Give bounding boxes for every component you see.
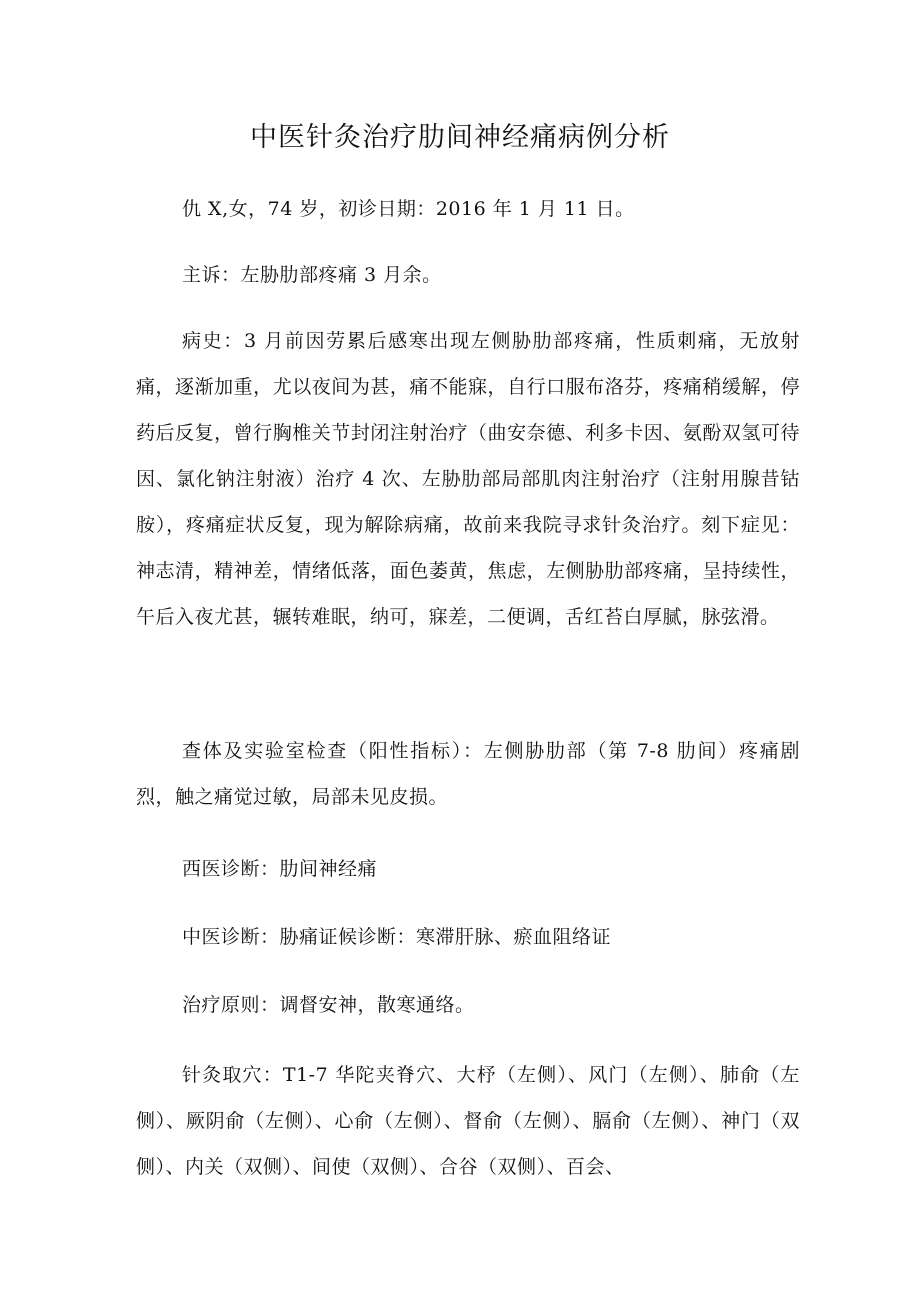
acupoints-paragraph: 针灸取穴：T1-7 华陀夹脊穴、大杼（左侧）、风门（左侧）、肺俞（左侧）、厥阴俞（左侧）、心俞（左侧）、督俞（左侧）、膈俞（左侧）、神门（双侧）、内关（双侧）、间使（双侧）、合谷（双侧）、百会、 xyxy=(136,1064,800,1178)
chief-complaint-paragraph: 主诉：左胁肋部疼痛 3 月余。 xyxy=(182,264,442,286)
patient-info-paragraph: 仇 X,女，74 岁，初诊日期：2016 年 1 月 11 日。 xyxy=(182,198,635,220)
history-paragraph: 病史：3 月前因劳累后感寒出现左侧胁肋部疼痛，性质刺痛，无放射痛，逐渐加重，尤以夜间为甚，痛不能寐，自行口服布洛芬，疼痛稍缓解，停药后反复，曾行胸椎关节封闭注射治疗（曲安奈德、利多卡因、氨酚双氢可待因、氯化钠注射液）治疗 4 次、左胁肋部局部肌肉注射治疗（注射用腺昔钴胺），疼痛症状反复，现为解除病痛，故前来我院寻求针灸治疗。刻下症见：神志清，精神差，情绪低落，面色萎黄，焦虑，左侧胁肋部疼痛，呈持续性，午后入夜尤甚，辗转难眠，纳可，寐差，二便调，舌红苔白厚腻，脉弦滑。 xyxy=(136,330,800,628)
document-title: 中医针灸治疗肋间神经痛病例分析 xyxy=(250,122,670,153)
treatment-principle-paragraph: 治疗原则：调督安神，散寒通络。 xyxy=(182,994,475,1016)
western-diagnosis-paragraph: 西医诊断：肋间神经痛 xyxy=(182,858,378,880)
tcm-diagnosis-paragraph: 中医诊断：胁痛证候诊断：寒滞肝脉、瘀血阻络证 xyxy=(182,926,612,948)
examination-paragraph: 查体及实验室检查（阳性指标）：左侧胁肋部（第 7-8 肋间）疼痛剧烈，触之痛觉过敏，局部未见皮损。 xyxy=(136,740,800,808)
